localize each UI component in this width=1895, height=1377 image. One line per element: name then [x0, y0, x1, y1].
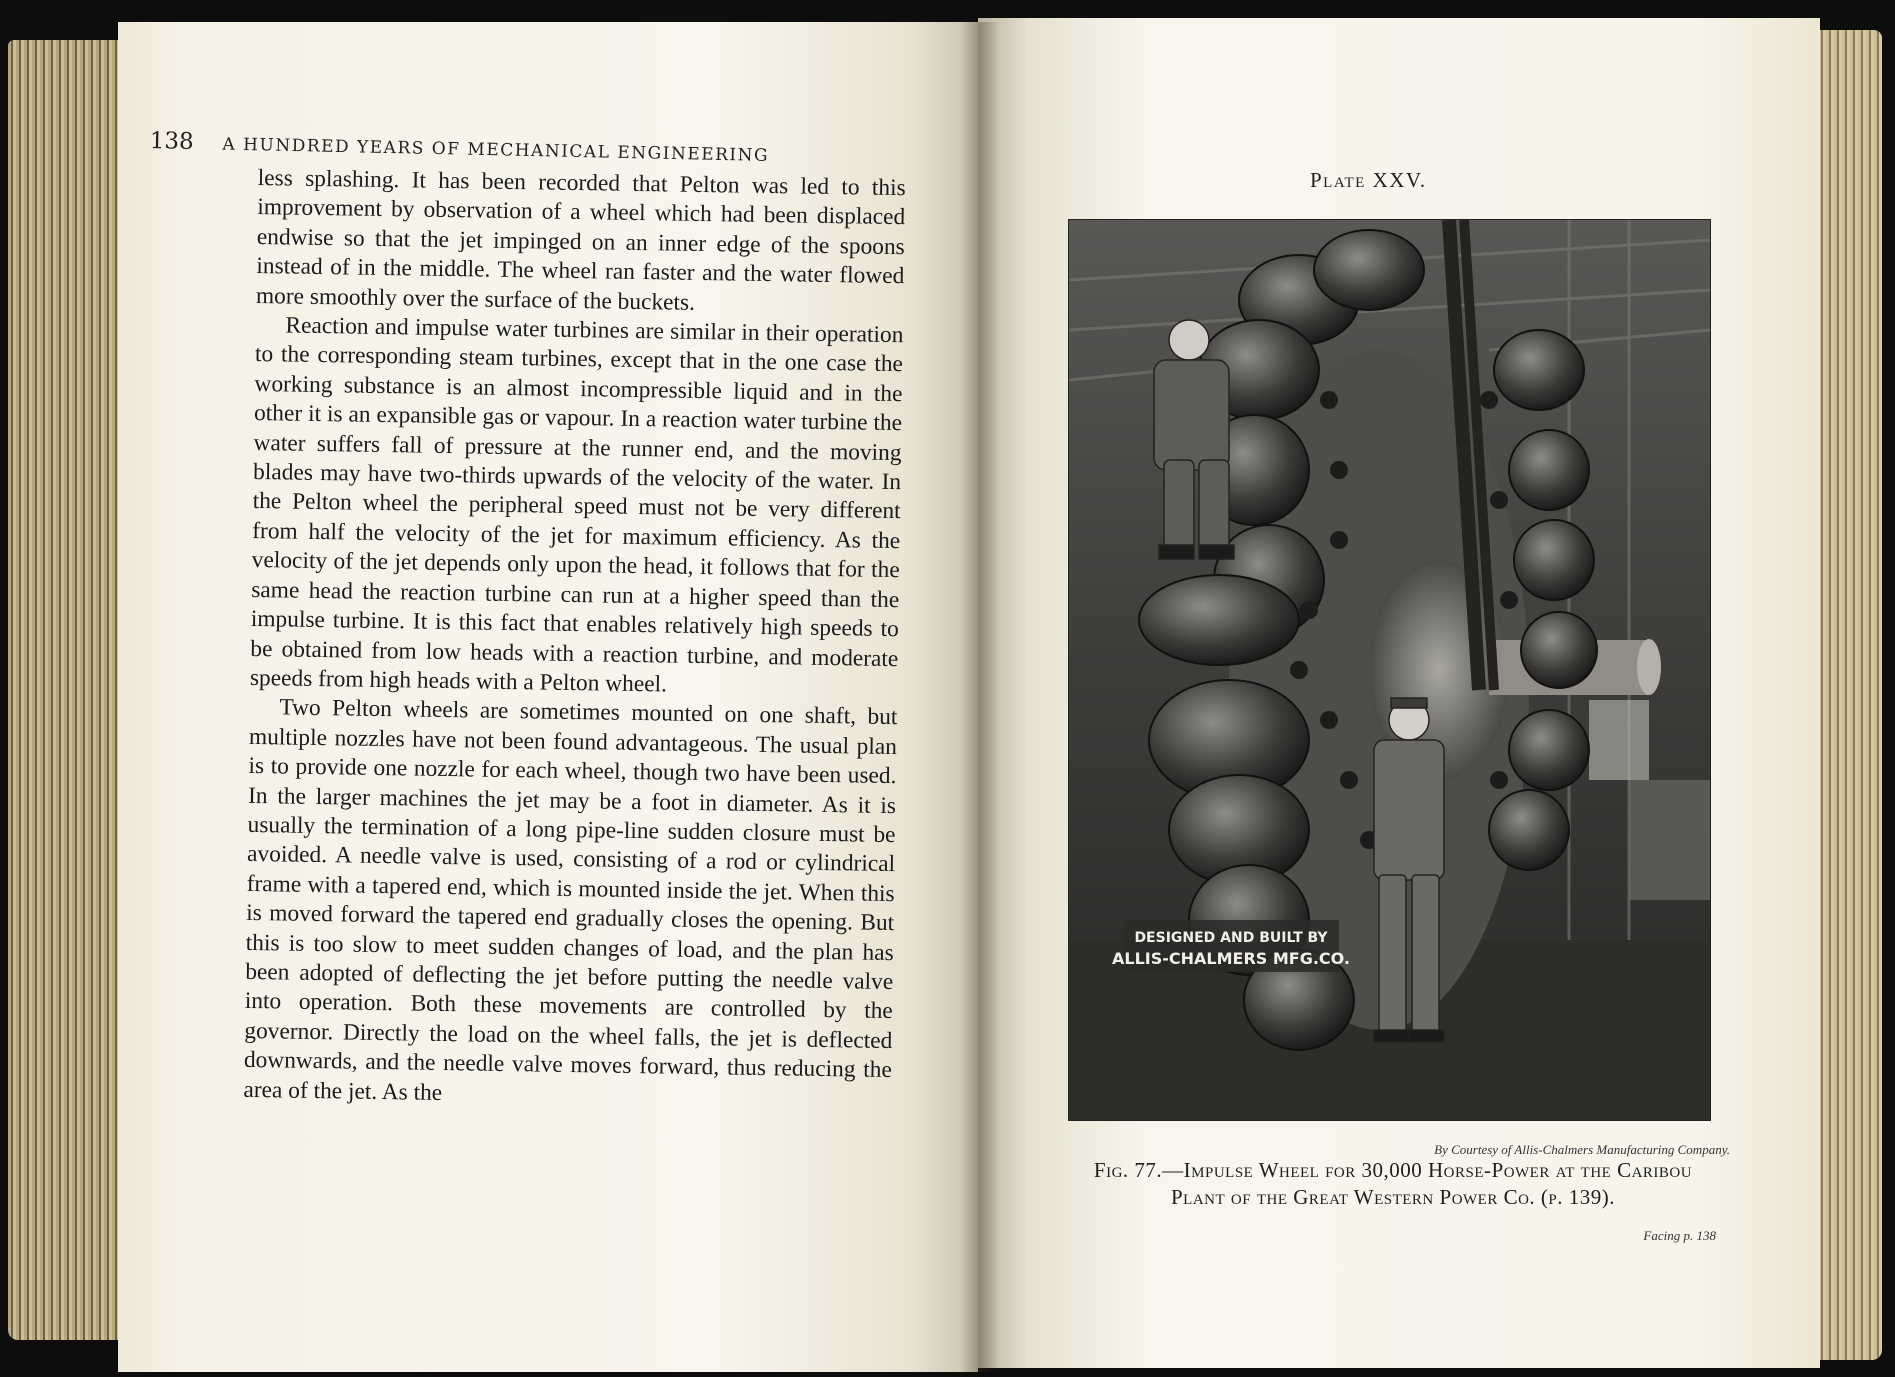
left-page-edges: [8, 40, 126, 1340]
photo-credit: By Courtesy of Allis-Chalmers Manufacturing Company.: [1434, 1142, 1730, 1157]
photo-sign-line-1: DESIGNED AND BUILT BY: [1134, 930, 1328, 946]
book-gutter: [960, 22, 1000, 1372]
page-number: 138: [149, 128, 194, 155]
paragraph-1: less splashing. It has been recorded that Pelton was led to this improvement by observation of a wheel which had been displaced endwise so that the jet impinged on an inner edge of the spoons instead of in the middle. The wheel ran faster and the water flowed more smoothly over the surface of the buckets.: [255, 164, 906, 316]
figure-caption: Fig. 77.—Impulse Wheel for 30,000 Horse-Power at the Caribou Plant of the Great Western Power Co. (p. 139).: [1093, 1158, 1693, 1209]
photo-sign-line-2: ALLIS-CHALMERS MFG.CO.: [1112, 949, 1350, 968]
body-text: [243, 164, 906, 1115]
plate-title: Plate XXV.: [1310, 168, 1427, 192]
right-page-edges: [1810, 30, 1882, 1360]
plate-photograph: [1069, 220, 1710, 1120]
impulse-wheel-photo: [1069, 220, 1710, 1120]
facing-page-note: Facing p. 138: [1643, 1228, 1716, 1243]
running-head-title: A HUNDRED YEARS OF MECHANICAL ENGINEERING: [222, 134, 770, 166]
paragraph-2: Reaction and impulse water turbines are similar in their operation to the corresponding steam turbines, except that in the one case the working substance is an almost incompressible liquid and in the other it is an expansible gas or vapour. In a reaction water turbine the water suffers fall of pressure at the runner end, and the moving blades may have two-thirds upwards of the velocity of the water. In the Pelton wheel the peripheral speed must not be very different from half the velocity of the jet for maximum efficiency. As the velocity of the jet depends only upon the head, it follows that for the same head the reaction turbine can run at a higher speed than the impulse turbine. It is this fact that enables relatively high speeds to be obtained from low heads with a reaction turbine, and moderate speeds from high heads with a Pelton wheel.: [249, 312, 904, 698]
paragraph-3: Two Pelton wheels are sometimes mounted on one shaft, but multiple nozzles have not been found advantageous. The usual plan is to provide one nozzle for each wheel, though two have been used. In the larger machines the jet may be a foot in diameter. As it is usually the termination of a long pipe-line sudden closure must be avoided. A needle valve is used, consisting of a rod or cylindrical frame with a tapered end, which is mounted inside the jet. When this is moved forward the tapered end gradually closes the opening. But this is too slow to meet sudden changes of load, and the plan has been adopted of deflecting the jet before putting the needle valve into operation. Both these movements are controlled by the governor. Directly the load on the wheel falls, the jet is deflected downwards, and the needle valve moves forward, thus reducing the area of the jet. As the: [243, 694, 898, 1106]
